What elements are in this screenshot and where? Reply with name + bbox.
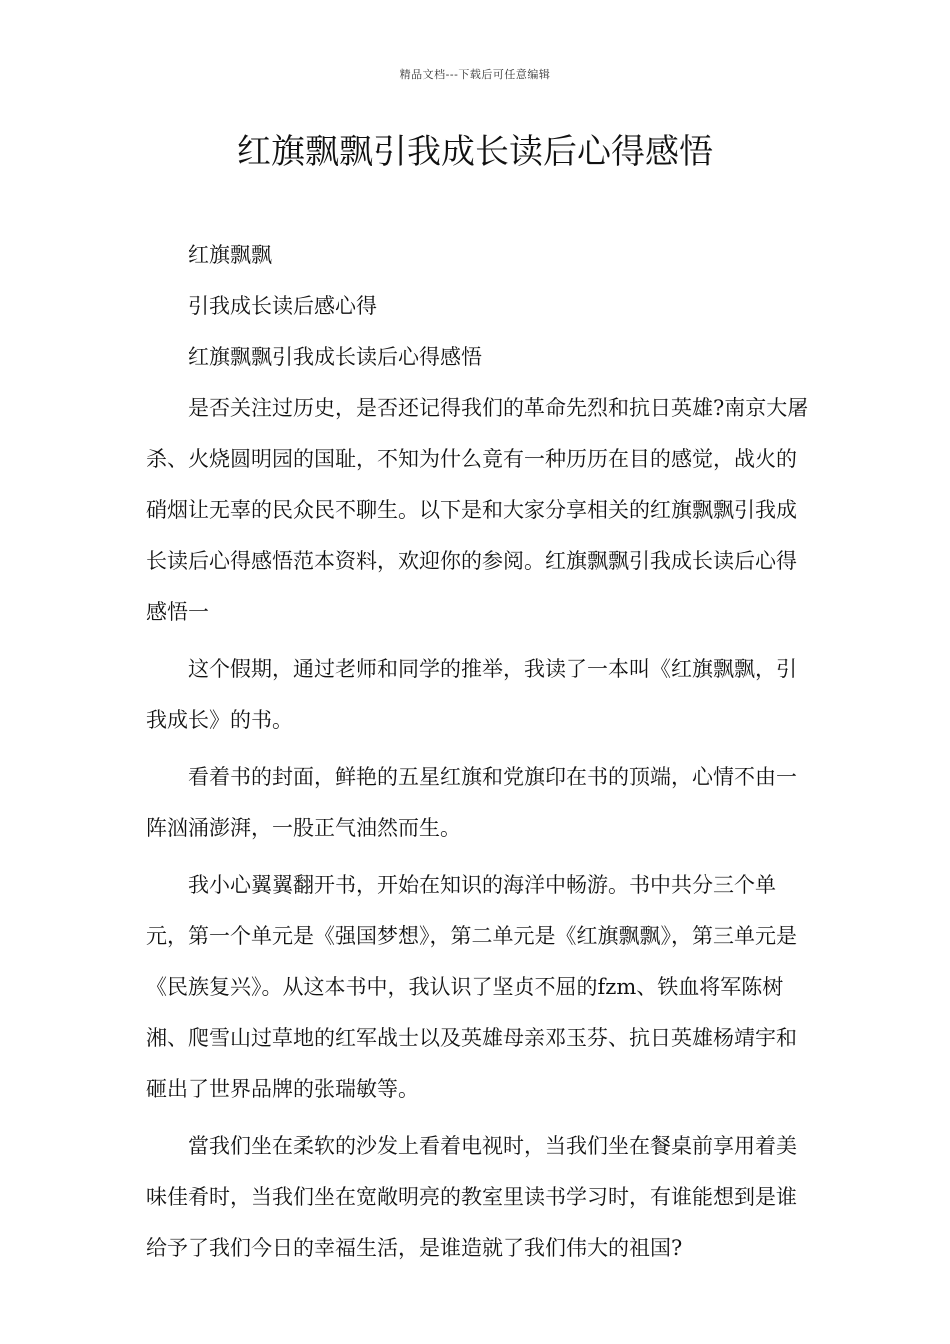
- paragraph-1: 红旗飘飘: [188, 243, 272, 267]
- document-body: [146, 230, 810, 1274]
- paragraph-4: 是否关注过历史，是否还记得我们的革命先烈和抗日英雄?南京大屠杀、火烧圆明园的国耻，不知为什么竟有一种历历在目的感觉，战火的硝烟让无辜的民众民不聊生。以下是和大家分享相关的红旗飘飘引我成长读后心得感悟范本资料，欢迎你的参阅。红旗飘飘引我成长读后心得感悟一: [146, 396, 809, 624]
- paragraph-8: 當我们坐在柔软的沙发上看着电视时，当我们坐在餐桌前享用着美味佳肴时，当我们坐在宽敞明亮的教室里读书学习时，有谁能想到是谁给予了我们今日的幸福生活，是谁造就了我们伟大的祖国?: [146, 1134, 797, 1260]
- header-note: 精品文档---下载后可任意编辑: [399, 68, 551, 81]
- paragraph-2: 引我成长读后感心得: [188, 294, 377, 318]
- paragraph-7: 我小心翼翼翻开书，开始在知识的海洋中畅游。书中共分三个单元，第一个单元是《强国梦想》，第二单元是《红旗飘飘》，第三单元是《民族复兴》。从这本书中，我认识了坚贞不屈的fzm、铁血将军陈树湘、爬雪山过草地的红军战士以及英雄母亲邓玉芬、抗日英雄杨靖宇和砸出了世界品牌的张瑞敏等。: [146, 873, 797, 1101]
- paragraph-6: 看着书的封面，鲜艳的五星红旗和党旗印在书的顶端，心情不由一阵汹涌澎湃，一股正气油然而生。: [146, 765, 797, 840]
- paragraph-3: 红旗飘飘引我成长读后心得感悟: [188, 345, 482, 369]
- paragraph-5: 这个假期，通过老师和同学的推举，我读了一本叫《红旗飘飘，引我成长》的书。: [146, 657, 797, 732]
- document-title: 红旗飘飘引我成长读后心得感悟: [237, 132, 713, 172]
